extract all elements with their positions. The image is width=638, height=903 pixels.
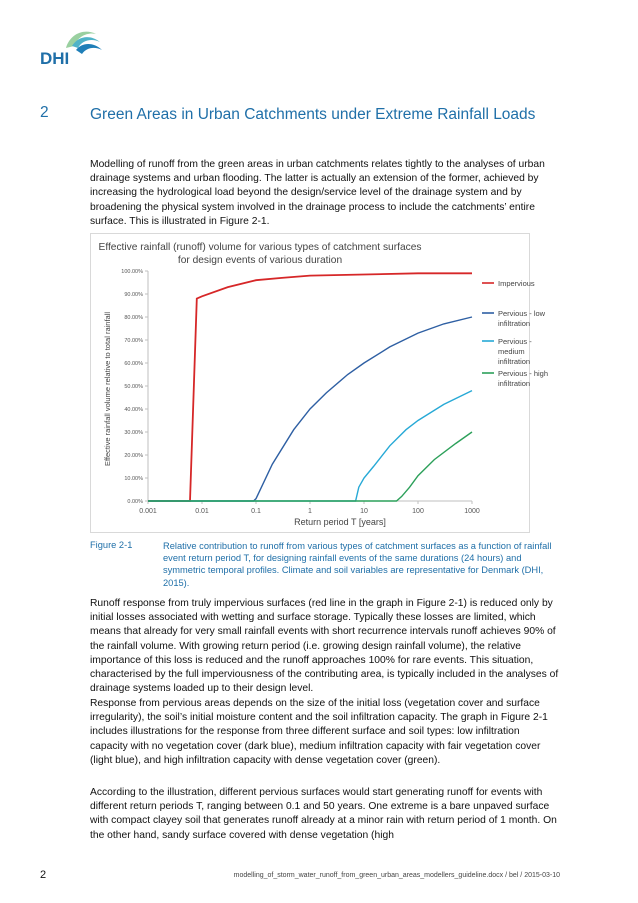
section-title: Green Areas in Urban Catchments under Extreme Rainfall Loads [90,106,536,123]
y-tick-label: 70.00% [124,338,143,344]
y-tick-label: 60.00% [124,361,143,367]
legend-label: medium [498,347,525,356]
x-tick-label: 0.01 [195,508,209,515]
legend-label: Pervious - high [498,369,549,378]
footer-file-info: modelling_of_storm_water_runoff_from_green_urban_areas_modellers_guideline.docx / bel / 2015-03-10 [233,872,560,879]
legend-label: Pervious - low [498,309,546,318]
paragraph-impervious: Runoff response from truly impervious surfaces (red line in the graph in Figure 2-1) is reduced only by initial losses associated with wetting and surface storage. Typically these losses are limited, which means that already for very small rainfall events with short recurrence intervals runoff achieves 90% of the rainfall volume. With growing return period (i.e. growing design rainfall volume), the relative importance of this loss is reduced and the runoff approaches 100% for rare events. This situation, characterised by the full imperviousness of the contributing area, is typically included in the analyses of drainage systems loaded up to their design level. [90,598,559,695]
x-tick-label: 1000 [464,508,480,515]
y-tick-label: 90.00% [124,292,143,298]
section-number: 2 [40,104,49,121]
y-tick-label: 100.00% [121,269,143,275]
paragraph-pervious: Response from pervious areas depends on the size of the initial loss (vegetation cover and surface irregularity), the soil’s initial moisture content and the soil infiltration capacity. The graph in Figure 2-1 includes illustrations for the response from three different surface and soil types: low infiltration capacity with no vegetation cover (dark blue), medium infiltration capacity with fair vegetation cover (light blue), and high infiltration capacity with dense vegetation cover (green). [90,698,548,766]
y-tick-label: 40.00% [124,407,143,413]
y-tick-label: 20.00% [124,453,143,459]
dhi-logo [36,22,106,68]
x-tick-label: 100 [412,508,424,515]
legend-label: infiltration [498,379,531,388]
x-axis-label: Return period T [years] [294,517,386,527]
paragraph-intro: Modelling of runoff from the green areas in urban catchments relates tightly to the analyses of urban drainage systems and urban flooding. The latter is actually an extension of the former, achieved by increasing the hydrological load beyond the design/service level of the drainage system and by broadening the physical system involved in the drainage process to include the catchments’ entire surface. This is illustrated in Figure 2-1. [90,159,545,227]
chart-title-line-2: for design events of various duration [177,255,343,266]
y-tick-label: 50.00% [124,384,143,390]
logo-text: DHI [40,49,70,68]
y-tick-label: 30.00% [124,430,143,436]
legend-label: infiltration [498,319,531,328]
figure-caption: Relative contribution to runoff from various types of catchment surfaces as a function of rainfall event return period T, for designing rainfall events of the same durations (24 hours) and symmetric temporal profiles. Climate and soil variables are representative for Denmark (DHI, 2015). [163,541,552,588]
y-tick-label: 80.00% [124,315,143,321]
legend-label: infiltration [498,357,531,366]
y-tick-label: 0.00% [127,499,143,505]
figure-chart [90,233,549,533]
x-tick-label: 10 [360,508,368,515]
paragraph-return-periods: According to the illustration, different pervious surfaces would start generating runoff for events with different return periods T, ranging between 0.1 and 50 years. One extreme is a bare unpaved surface with compact clayey soil that generates runoff already at a minor rain with return period of 1 month. On the other hand, sandy surface covered with dense vegetation (high [90,787,557,841]
x-tick-label: 1 [308,508,312,515]
legend-label: Impervious [498,279,535,288]
legend-label: Pervious - [498,337,532,346]
figure-number: Figure 2-1 [90,540,133,550]
chart-frame [91,234,530,533]
y-tick-label: 10.00% [124,476,143,482]
chart-title-line-1: Effective rainfall (runoff) volume for various types of catchment surfaces [98,242,422,253]
page-number: 2 [40,869,47,881]
dhi-wave-logo-icon [36,22,106,68]
x-tick-label: 0.1 [251,508,261,515]
y-axis-label: Effective rainfall volume relative to total rainfall [103,311,112,467]
runoff-chart [90,233,549,533]
x-tick-label: 0.001 [139,508,157,515]
